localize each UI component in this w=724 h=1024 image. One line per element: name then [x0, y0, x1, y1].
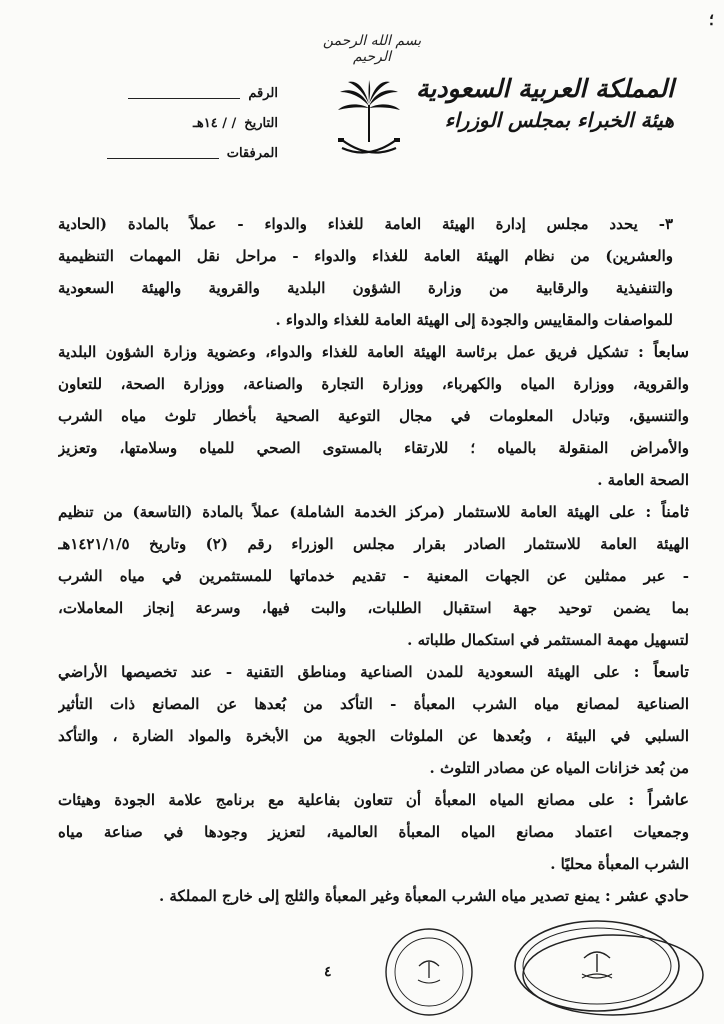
clause-10-line: الشرب المعبأة محليًا .: [550, 855, 689, 873]
ref-row: [78, 78, 278, 108]
clause-11: [58, 880, 689, 912]
clause-11-text: يمنع تصدير مياه الشرب المعبأة وغير المعبأة والثلج إلى خارج المملكة .: [158, 887, 600, 905]
authority-name: هيئة الخبراء بمجلس الوزراء: [444, 108, 674, 132]
clause-11-label: حادي عشر :: [604, 886, 689, 905]
date-row: [78, 108, 278, 138]
clause-3-line: والتنفيذية والرقابية من وزارة الشؤون البلدية والقروية والهيئة السعودية: [58, 279, 673, 297]
clause-7-line: والتنسيق، وتبادل المعلومات في مجال التوعية الصحية بأخطار تلوث مياه الشرب: [58, 407, 689, 425]
clause-9-line: من بُعد خزانات المياه عن مصادر التلوث .: [429, 759, 689, 777]
attachments-label: المرفقات: [226, 145, 278, 161]
clause-3-line: والعشرين) من نظام الهيئة العامة للغذاء والدواء - مراحل نقل المهمات التنظيمية: [58, 247, 673, 265]
clause-8-label: ثامناً :: [645, 502, 689, 521]
ref-blank: [128, 88, 240, 99]
clause-10: [58, 784, 689, 880]
clause-7-line: الصحة العامة .: [597, 471, 689, 489]
bismillah-calligraphy: بسم الله الرحمن الرحيم: [322, 33, 422, 65]
clause-11-line: [58, 880, 689, 912]
page-number: ٤: [324, 964, 332, 980]
clause-7: [58, 336, 689, 496]
clause-3-line: للمواصفات والمقاييس والجودة إلى الهيئة العامة للغذاء والدواء .: [275, 311, 673, 329]
clause-7-line-first: [58, 336, 689, 368]
clause-8-line-first: [58, 496, 689, 528]
attachments-blank: [107, 148, 219, 159]
clause-3: [58, 208, 673, 336]
ref-label: الرقم: [248, 85, 278, 101]
date-label: التاريخ: [244, 115, 278, 131]
clause-9-line-first: [58, 656, 689, 688]
clause-3-line: ٣- يحدد مجلس إدارة الهيئة العامة للغذاء والدواء - عملاً بالمادة (الحادية: [58, 215, 673, 233]
clause-7-line: والقروية، ووزارة المياه والكهرباء، ووزارة التجارة والصناعة، ووزارة الصحة، للتعاون: [58, 375, 689, 393]
clause-10-line: وجمعيات اعتماد مصانع المياه المعبأة العالمية، لتعزيز وجودها في صناعة مياه: [58, 823, 689, 841]
decision-body: [58, 208, 689, 912]
clause-9-line: الصناعية لمصانع مياه الشرب المعبأة - التأكد من بُعدها عن المصانع ذات التأثير: [58, 695, 689, 713]
clause-8-line: - عبر ممثلين عن الجهات المعنية - تقديم خدماتها للمستثمرين في مياه الشرب: [58, 567, 689, 585]
clause-10-label: عاشراً :: [628, 790, 689, 809]
palm-swords-emblem-icon: [334, 80, 404, 170]
corner-mark: ؛: [708, 10, 714, 29]
clause-8-line: بما يضمن توحيد جهة استقبال الطلبات، والبت فيها، وسرعة إنجاز المعاملات،: [58, 599, 689, 617]
clause-7-label: سابعاً :: [637, 342, 689, 361]
clause-7-text: تشكيل فريق عمل برئاسة الهيئة العامة للغذاء والدواء، وعضوية وزارة الشؤون البلدية: [58, 343, 629, 361]
issuing-authority-header: [415, 72, 674, 134]
reference-block: [78, 78, 278, 168]
clause-8: [58, 496, 689, 656]
country-name: المملكة العربية السعودية: [415, 74, 674, 103]
attachments-row: [78, 138, 278, 168]
clause-9: [58, 656, 689, 784]
clause-9-label: تاسعاً :: [633, 662, 689, 681]
center-round-seal-icon: [374, 926, 484, 1018]
clause-10-line-first: [58, 784, 689, 816]
clause-8-line: الهيئة العامة للاستثمار الصادر بقرار مجلس الوزراء رقم (٢) وتاريخ ١٤٢١/١/٥هـ: [58, 535, 689, 553]
clause-9-line: السلبي في البيئة ، وبُعدها عن الملوثات الجوية من الأبخرة والمواد الضارة ، والتأكد: [58, 727, 689, 745]
clause-8-line: لتسهيل مهمة المستثمر في استكمال طلباته .: [407, 631, 689, 649]
clause-10-text: على مصانع المياه المعبأة أن تتعاون بفاعلية مع برنامج علامة الجودة وهيئات: [58, 791, 615, 809]
clause-7-line: والأمراض المنقولة بالمياه ؛ للارتقاء بالمستوى الصحي للمياه وسلامتها، وتعزيز: [58, 439, 689, 457]
date-value: / / ١٤هـ: [193, 115, 237, 131]
clause-8-text: على الهيئة العامة للاستثمار (مركز الخدمة الشاملة) عملاً بالمادة (التاسعة) من تنظيم: [58, 503, 636, 521]
clause-9-text: على الهيئة السعودية للمدن الصناعية ومناطق التقنية - عند تخصيصها الأراضي: [58, 663, 620, 681]
communications-center-seal-icon: [520, 932, 706, 1018]
